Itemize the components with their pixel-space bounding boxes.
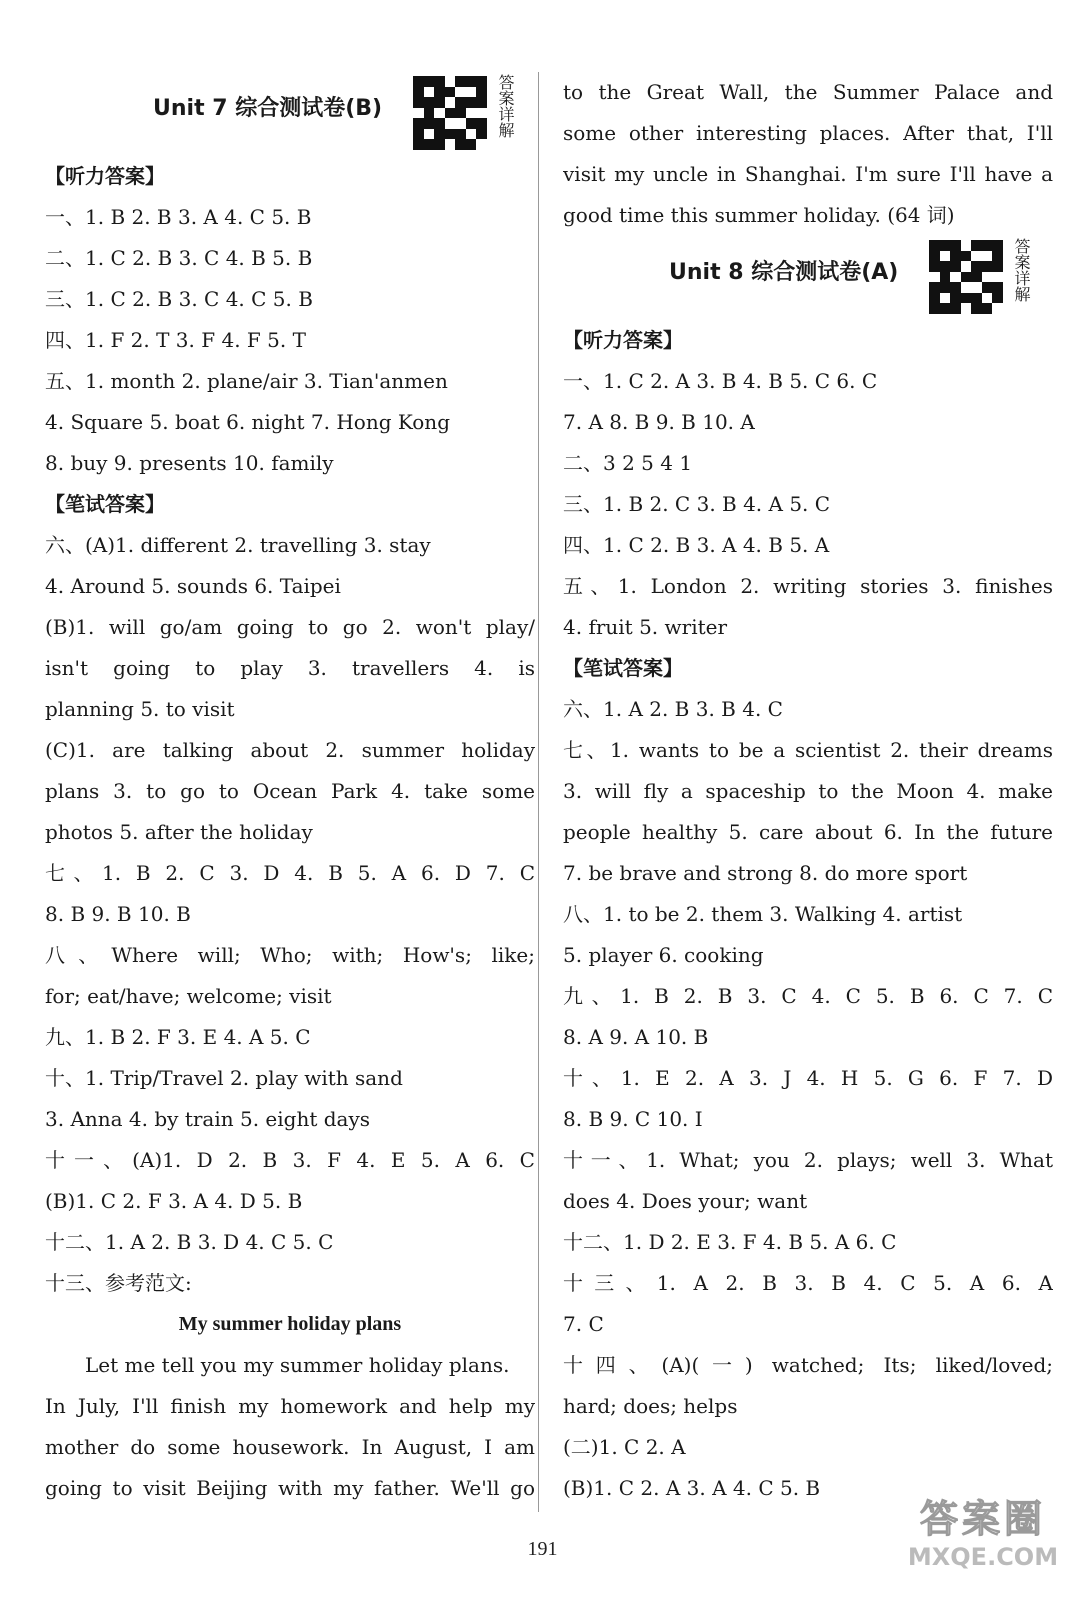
answer-line: 8. A 9. A 10. B <box>563 1025 709 1049</box>
answer-line: visit my uncle in Shanghai. I'm sure I'll have a <box>563 162 1053 186</box>
answer-line: 七、1. wants to be a scientist 2. their dreams <box>563 738 1053 762</box>
answer-line: 8. B 9. C 10. I <box>563 1107 703 1131</box>
answer-line: Let me tell you my summer holiday plans. <box>85 1353 510 1377</box>
answer-line: 十一、1. What; you 2. plays; well 3. What <box>563 1148 1053 1172</box>
answer-line: hard; does; helps <box>563 1394 738 1418</box>
column-divider <box>538 72 539 1512</box>
answer-line: 十四、(A)(一) watched; Its; liked/loved; <box>563 1353 1053 1377</box>
answer-line: 十、1. Trip/Travel 2. play with sand <box>45 1066 403 1090</box>
section-heading: 【听力答案】 <box>563 328 683 352</box>
answer-line: 一、1. B 2. B 3. A 4. C 5. B <box>45 205 312 229</box>
answer-line: 九、1. B 2. F 3. E 4. A 5. C <box>45 1025 311 1049</box>
unit8-title: Unit 8 综合测试卷(A) <box>669 260 899 285</box>
watermark-logo: 答案圈 MXQE.COM <box>907 1497 1059 1571</box>
answer-line: 7. A 8. B 9. B 10. A <box>563 410 755 434</box>
answer-line: planning 5. to visit <box>45 697 235 721</box>
answer-line: 五、1. month 2. plane/air 3. Tian'anmen <box>45 369 448 393</box>
answer-line: 十、1. E 2. A 3. J 4. H 5. G 6. F 7. D <box>563 1066 1053 1090</box>
answer-line: 四、1. F 2. T 3. F 4. F 5. T <box>45 328 306 352</box>
answer-line: 5. player 6. cooking <box>563 943 764 967</box>
answer-line: 8. buy 9. presents 10. family <box>45 451 334 475</box>
section-heading: 【听力答案】 <box>45 164 165 188</box>
answer-line: (B)1. will go/am going to go 2. won't play/ <box>45 615 535 639</box>
answer-line: going to visit Beijing with my father. We'll go <box>45 1476 535 1500</box>
answer-line: people healthy 5. care about 6. In the future <box>563 820 1053 844</box>
unit7-header <box>45 72 535 156</box>
unit8-header <box>563 236 1053 320</box>
answer-line: 六、1. A 2. B 3. B 4. C <box>563 697 783 721</box>
answer-line: some other interesting places. After that, I'll <box>563 121 1053 145</box>
answer-line: 8. B 9. B 10. B <box>45 902 191 926</box>
left-answer-lines <box>45 156 535 1509</box>
answer-line: 六、(A)1. different 2. travelling 3. stay <box>45 533 431 557</box>
answer-line: 十二、1. A 2. B 3. D 4. C 5. C <box>45 1230 334 1254</box>
section-heading: 【笔试答案】 <box>45 492 165 516</box>
answer-line: 4. Square 5. boat 6. night 7. Hong Kong <box>45 410 450 434</box>
answer-line: (B)1. C 2. A 3. A 4. C 5. B <box>563 1476 821 1500</box>
answer-line: 十一、(A)1. D 2. B 3. F 4. E 5. A 6. C <box>45 1148 535 1172</box>
right-column <box>563 72 1053 1509</box>
answer-line: to the Great Wall, the Summer Palace and <box>563 80 1053 104</box>
left-column <box>45 72 535 1509</box>
answer-line: does 4. Does your; want <box>563 1189 808 1213</box>
answer-line: (二)1. C 2. A <box>563 1435 686 1459</box>
answer-line: mother do some housework. In August, I am <box>45 1435 535 1459</box>
answer-line: 十二、1. D 2. E 3. F 4. B 5. A 6. C <box>563 1230 897 1254</box>
qr-label: 答案详解 <box>496 74 515 138</box>
answer-line: 二、3 2 5 4 1 <box>563 451 693 475</box>
page-number: 191 <box>527 1538 558 1560</box>
essay-continuation <box>563 72 1053 236</box>
answer-line: 四、1. C 2. B 3. A 4. B 5. A <box>563 533 830 557</box>
answer-line: (B)1. C 2. F 3. A 4. D 5. B <box>45 1189 303 1213</box>
answer-line: good time this summer holiday. (64 词) <box>563 203 955 227</box>
answer-line: for; eat/have; welcome; visit <box>45 984 332 1008</box>
answer-line: 九、1. B 2. B 3. C 4. C 5. B 6. C 7. C <box>563 984 1053 1008</box>
qr-code-icon[interactable] <box>413 76 487 150</box>
section-heading: 【笔试答案】 <box>563 656 683 680</box>
answer-line: 3. will fly a spaceship to the Moon 4. make <box>563 779 1053 803</box>
answer-line: 五、1. London 2. writing stories 3. finishes <box>563 574 1053 598</box>
essay-title: My summer holiday plans <box>178 1313 402 1335</box>
right-answer-lines <box>563 320 1053 1509</box>
answer-line: 4. fruit 5. writer <box>563 615 728 639</box>
answer-line: 七、1. B 2. C 3. D 4. B 5. A 6. D 7. C <box>45 861 535 885</box>
answer-line: In July, I'll finish my homework and help my <box>45 1394 535 1418</box>
answer-line: 八、Where will; Who; with; How's; like; <box>45 943 535 967</box>
answer-line: isn't going to play 3. travellers 4. is <box>45 656 535 680</box>
unit7-title: Unit 7 综合测试卷(B) <box>153 96 383 121</box>
answer-line: 八、1. to be 2. them 3. Walking 4. artist <box>563 902 963 926</box>
answer-line: 7. be brave and strong 8. do more sport <box>563 861 968 885</box>
answer-line: 4. Around 5. sounds 6. Taipei <box>45 574 341 598</box>
answer-line: 3. Anna 4. by train 5. eight days <box>45 1107 371 1131</box>
answer-line: 十三、1. A 2. B 3. B 4. C 5. A 6. A <box>563 1271 1053 1295</box>
answer-line: 7. C <box>563 1312 604 1336</box>
answer-line: photos 5. after the holiday <box>45 820 313 844</box>
qr-code-icon[interactable] <box>929 240 1003 314</box>
answer-line: 三、1. B 2. C 3. B 4. A 5. C <box>563 492 831 516</box>
answer-line: 二、1. C 2. B 3. C 4. B 5. B <box>45 246 313 270</box>
answer-line: 三、1. C 2. B 3. C 4. C 5. B <box>45 287 313 311</box>
answer-line: (C)1. are talking about 2. summer holiday <box>45 738 535 762</box>
answer-line: 一、1. C 2. A 3. B 4. B 5. C 6. C <box>563 369 878 393</box>
answer-line: 十三、参考范文: <box>45 1271 192 1295</box>
answer-line: plans 3. to go to Ocean Park 4. take some <box>45 779 535 803</box>
qr-label: 答案详解 <box>1012 238 1031 302</box>
